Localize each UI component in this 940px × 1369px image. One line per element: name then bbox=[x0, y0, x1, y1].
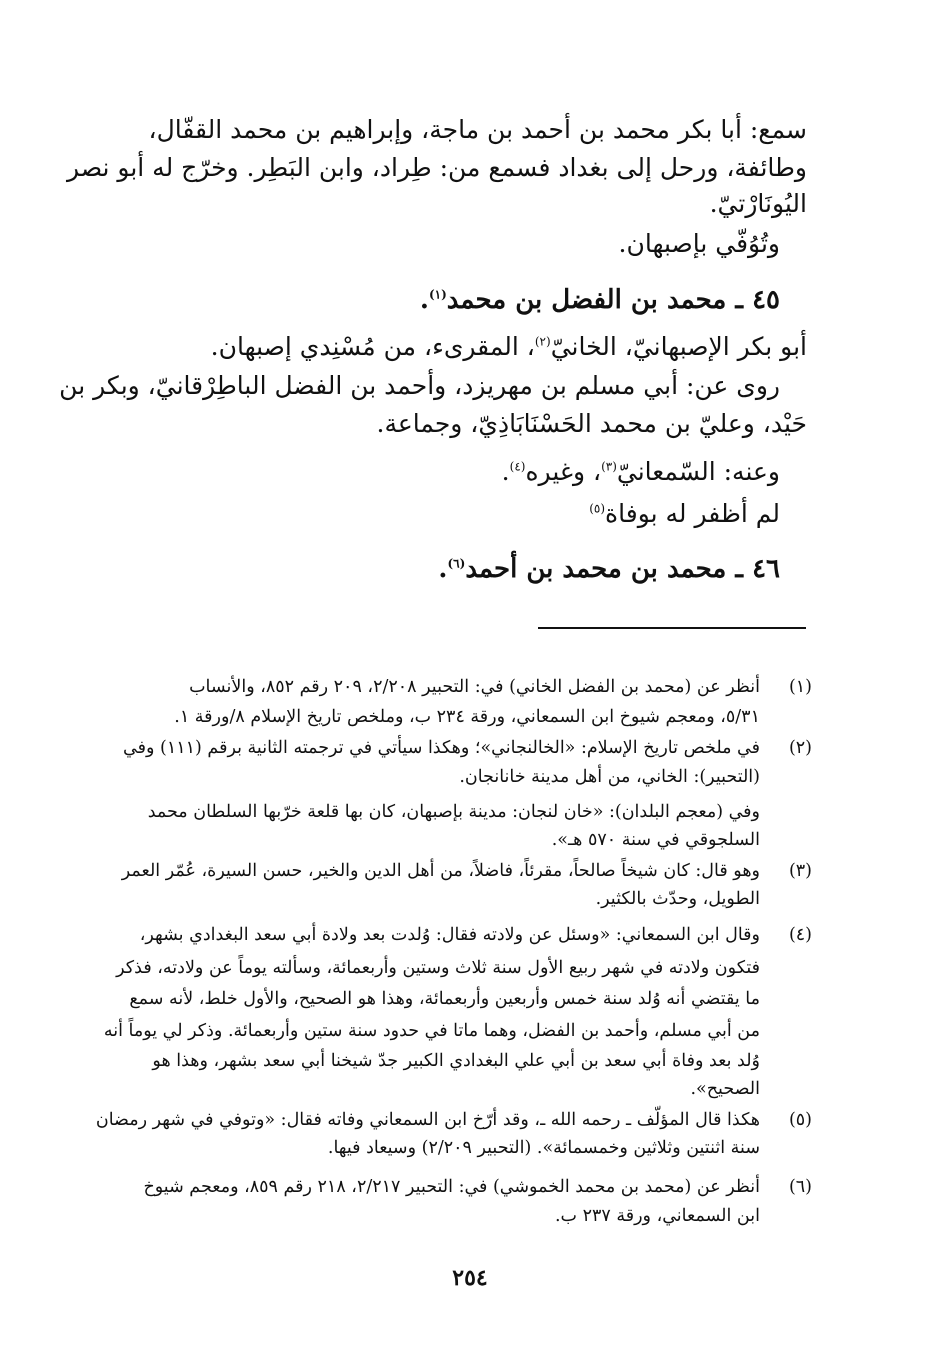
body-line: روى عن: أبي مسلم بن مهريزد، وأحمد بن الفضل الباطِرْقانيّ، وبكر بن bbox=[59, 371, 780, 400]
entry-heading bbox=[438, 552, 780, 586]
body-text: ، المقرىء، من مُسْنِدي إصبهان. bbox=[210, 332, 535, 361]
footnote-line: في ملخص تاريخ الإسلام: «الخالنجاني»؛ وهكذا سيأتي في ترجمته الثانية برقم (١١١) وفي bbox=[123, 738, 760, 758]
footnote-line: سنة اثنتين وثلاثين وخمسمائة». (التحبير ٢/٢٠٩) وسيعاد فيها. bbox=[327, 1138, 760, 1158]
body-line: اليُونَارْتيّ. bbox=[709, 189, 807, 218]
page-number: ٢٥٤ bbox=[452, 1265, 488, 1291]
footnote-marker: (١) bbox=[428, 287, 447, 302]
footnote-line: ما يقتضي أنه وُلد سنة خمس وأربعين وأربعمائة، وهذا هو الصحيح، والأول خلط، لأنه سمع bbox=[129, 989, 760, 1009]
entry-end: . bbox=[419, 285, 429, 315]
footnote-line: ابن السمعاني، ورقة ٢٣٧ ب. bbox=[554, 1206, 760, 1226]
body-line: سمع: أبا بكر محمد بن أحمد بن ماجة، وإبراهيم بن محمد القفّال، bbox=[148, 115, 807, 144]
body-line bbox=[502, 455, 780, 489]
footnote-marker: (٦) bbox=[447, 556, 466, 571]
body-text: . bbox=[501, 457, 510, 486]
footnote-line: فتكون ولادته في شهر ربيع الأول سنة ثلاث وستين وأربعمائة، وسألته يوماً عن ولادته، فذكر bbox=[116, 958, 760, 978]
footnote-line: الصحيح». bbox=[690, 1079, 760, 1099]
footnote-number: (٦) bbox=[788, 1177, 812, 1197]
body-line: حَيْد، وعليّ بن محمد الحَسْنَابَاذِيّ، وجماعة. bbox=[376, 409, 807, 438]
footnote-line: من أبي مسلم، وأحمد بن الفضل، وهما ماتا في حدود سنة ستين وأربعمائة. وذكر لي يوماً أنه bbox=[103, 1021, 760, 1041]
entry-title: ٤٦ ـ محمد بن محمد بن أحمد bbox=[465, 554, 780, 584]
footnote-line: وُلد بعد وفاة أبي سعد بن أبي علي البغدادي الكبير جدّ شيخنا أبي سعد بشهر، وهذا هو bbox=[152, 1051, 760, 1071]
footnote-line: وهو قال: كان شيخاً صالحاً، مقرئاً، فاضلاً، من أهل الدين والخير، حسن السيرة، عُمّر العمر bbox=[121, 861, 760, 881]
footnote-line: أنظر عن (محمد بن محمد الخموشي) في: التحبير ٢/٢١٧، ٢١٨ رقم ٨٥٩، ومعجم شيوخ bbox=[143, 1177, 760, 1197]
footnote-line: الطويل، وحدّث بالكثير. bbox=[595, 889, 760, 909]
footnote-line: وقال ابن السمعاني: «وسئل عن ولادته فقال: وُلدت بعد ولادة أبي سعد البغدادي بشهر، bbox=[139, 925, 760, 945]
footnote-line: ٥/٣١، ومعجم شيوخ ابن السمعاني، ورقة ٢٣٤ ب، وملخص تاريخ الإسلام ٨/ورقة ١. bbox=[174, 707, 760, 727]
footnote-line: وفي (معجم البلدان): «خان لنجان: مدينة بإصبهان، كان بها قلعة خرّبها السلطان محمد bbox=[147, 802, 760, 822]
entry-title: ٤٥ ـ محمد بن الفضل بن محمد bbox=[446, 285, 780, 315]
body-text: لم أظفر له بوفاة bbox=[605, 499, 780, 528]
entry-heading bbox=[420, 283, 780, 317]
body-text: أبو بكر الإصبهانيّ، الخانيّ bbox=[550, 332, 807, 361]
footnote-number: (٢) bbox=[788, 738, 812, 758]
footnote-marker: (٥) bbox=[589, 501, 606, 516]
body-text: ، وغيره bbox=[525, 457, 602, 486]
body-line: وطائفة، ورحل إلى بغداد فسمع من: طِراد، وابن البَطِر. وخرّج له أبو نصر bbox=[67, 153, 807, 182]
footnote-marker: (٢) bbox=[534, 334, 551, 349]
footnote-number: (٣) bbox=[788, 861, 812, 881]
entry-end: . bbox=[438, 554, 448, 584]
footnote-number: (١) bbox=[788, 677, 812, 697]
footnote-line: السلجوقي في سنة ٥٧٠ هـ». bbox=[551, 830, 760, 850]
footnote-line: أنظر عن (محمد بن الفضل الخاني) في: التحبير ٢/٢٠٨، ٢٠٩ رقم ٨٥٢، والأنساب bbox=[189, 677, 760, 697]
footnote-marker: (٤) bbox=[509, 459, 526, 474]
footnote-line: (التحبير): الخاني، من أهل مدينة خانانجان. bbox=[459, 767, 760, 787]
body-line: وتُوُفّي بإصبهان. bbox=[618, 229, 780, 258]
body-line bbox=[211, 330, 807, 364]
footnote-number: (٤) bbox=[788, 925, 812, 945]
footnote-line: هكذا قال المؤلّف ـ رحمه الله ـ، وقد أرّخ ابن السمعاني وفاته فقال: «وتوفي في شهر رمضان bbox=[95, 1110, 760, 1130]
footnote-number: (٥) bbox=[788, 1110, 812, 1130]
body-line bbox=[589, 497, 780, 531]
body-text: وعنه: السّمعانيّ bbox=[616, 457, 780, 486]
footnote-marker: (٣) bbox=[601, 459, 617, 474]
footnote-separator bbox=[538, 627, 806, 629]
